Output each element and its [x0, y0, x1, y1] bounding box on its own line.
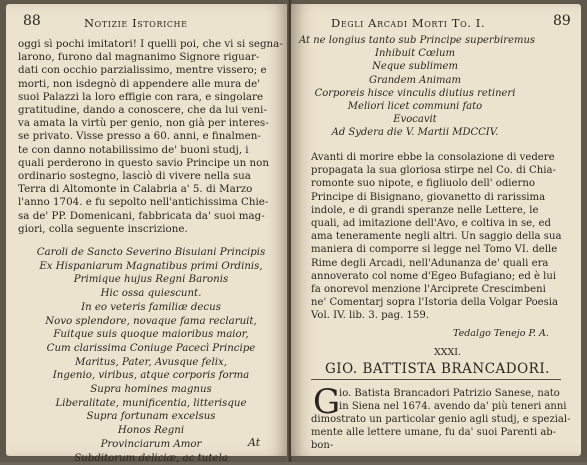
text-line: morti, non isdegnò di appendere alle mura de': [18, 77, 261, 90]
text-line: Vol. IV. lib. 3. pag. 159.: [311, 310, 430, 322]
epitaph-line: Ex Hispaniarum Magnatibus primi Ordinis,: [39, 260, 263, 272]
page-number: 89: [553, 13, 571, 29]
epitaph-line: Meliori licet communi fato: [347, 101, 483, 113]
epitaph: [299, 34, 536, 140]
epitaph-line: Provinciarum Amor: [100, 438, 202, 450]
epitaph-line: Fuitque suis quoque maioribus maior,: [53, 329, 249, 341]
epitaph-line: Grandem Animam: [369, 74, 461, 86]
epitaph-line: Supra homines magnus: [90, 384, 212, 396]
text-line: ne' Comentarj sopra l'Istoria della Volgar Poesia: [311, 297, 559, 309]
epitaph-line: Neque sublimem: [372, 61, 458, 73]
epitaph-line: Hic ossa quiescunt.: [100, 288, 202, 300]
text-line: Rime degli Arcadi, nell'Adunanza de' quali era: [311, 257, 549, 269]
epitaph-line: Liberalitate, munificentia, litterisque: [55, 397, 247, 409]
text-line: oggi sì pochi imitatori! I quelli poi, che vi si segna-: [18, 38, 283, 50]
running-head: Notizie Istoriche: [84, 16, 188, 30]
intro-text: [339, 387, 571, 413]
text-line: Principe di Bisignano, giovanetto di rarissima: [311, 191, 546, 203]
epitaph: [20, 246, 282, 465]
text-line: quali perderono in questo savio Principe un non: [18, 156, 269, 169]
text-line: bon-: [311, 440, 334, 452]
catchword: At: [248, 436, 261, 449]
text-line: sa de' PP. Domenicani, fabbricata da' suoi mag-: [18, 209, 265, 222]
epitaph-line: Corporeis hisce vinculis diutius retineri: [314, 87, 516, 99]
epitaph-line: Novo splendore, novaque fama reclaruit,: [45, 315, 257, 327]
epitaph-line: Ad Sydera die V. Martii MDCCIV.: [331, 127, 499, 139]
right-page: [291, 4, 581, 456]
epitaph-line: At ne longius tanto sub Principe superbiremus: [299, 35, 536, 46]
epitaph-line: Honos Regni: [117, 425, 185, 437]
text-line: romonte suo nipote, e figliuolo dell' odierno: [311, 178, 535, 190]
section-number: XXXI.: [434, 347, 462, 358]
text-line: annoverato col nome d'Egeo Bufagiano; ed è lui: [311, 270, 557, 282]
text-line: fa onorevol menzione l'Arciprete Crescimbeni: [311, 284, 546, 296]
text-line: io. Batista Brancadori Patrizio Sanese, nato: [339, 388, 560, 399]
epitaph-line: Primique hujus Regni Baronis: [73, 274, 229, 286]
text-line: mente alle lettere umane, fu da' suoi Parenti ab-: [311, 427, 557, 439]
body-text: [311, 151, 573, 323]
text-line: ordinario sostegno, lasciò di vivere nella sua: [18, 170, 251, 183]
page-number: 88: [23, 13, 41, 29]
epitaph-line: Ingenio, viribus, atque corporis forma: [52, 370, 250, 382]
text-line: ama teneramente negli altri. Un saggio della sua: [311, 231, 562, 243]
text-line: se privato. Visse presso a 60. anni, e finalmen-: [18, 130, 261, 143]
text-line: Terra di Altomonte in Calabria a' 5. di Marzo: [18, 183, 253, 196]
text-line: in Siena nel 1674. avendo da' più teneri anni: [339, 401, 567, 413]
text-line: te con danno notabilissimo de' buoni studj, i: [18, 143, 249, 156]
text-line: quali, ad imitazione dell'Avo, e coltiva in se, ed: [311, 218, 551, 230]
text-line: va amata la virtù per genio, non già per interes-: [18, 117, 269, 130]
epitaph-line: Cum clarissima Coniuge Pacecì Principe: [46, 342, 256, 354]
text-line: Avanti di morire ebbe la consolazione di vedere: [311, 152, 555, 163]
epitaph-line: Evocavit: [393, 114, 437, 126]
body-text: [18, 38, 283, 236]
epitaph-line: Subditorum deliciæ, ac tutela: [74, 452, 228, 464]
text-line: giori, colla seguente inscrizione.: [18, 222, 188, 235]
epitaph-line: In eo veteris familiæ decus: [81, 301, 221, 313]
running-head: Degli Arcadi Morti To. I.: [331, 16, 486, 30]
text-line: propagata la sua gloriosa stirpe nel Co. di Chia-: [311, 165, 556, 177]
text-line: maniera di comporre si legge nel Tomo VI. delle: [311, 244, 558, 256]
epitaph-line: Supra fortunam excelsus: [86, 411, 216, 423]
text-line: dimostrato un particolar genio agli studj, e spezial-: [311, 414, 571, 425]
text-line: dati con occhio parzialissimo, mentre vissero; e: [18, 64, 267, 77]
epitaph-line: Maritus, Pater, Avusque felix,: [75, 356, 227, 368]
intro-text-cont: [311, 413, 573, 453]
text-line: l'anno 1704. e fu sepolto nell'antichissima Chie-: [18, 196, 269, 209]
signature: Tedalgo Tenejo P. A.: [453, 328, 549, 339]
epitaph-line: Caroli de Sancto Severino Bisuiani Principis: [36, 247, 266, 258]
epitaph-line: Inhibuit Cœlum: [375, 48, 455, 60]
drop-cap: G: [313, 382, 341, 422]
text-line: larono, furono dal magnanimo Signore riguar-: [18, 51, 260, 64]
text-line: indole, e di grandi speranze nelle Lettere, le: [311, 204, 539, 216]
text-line: gratitudine, dando a conoscere, che da lui veni-: [18, 104, 267, 117]
divider: [311, 379, 561, 380]
left-page: [6, 4, 289, 464]
text-line: suoi Palazzi la loro effigie con rara, e singolare: [18, 90, 264, 103]
section-title: GIO. BATTISTA BRANCADORI.: [325, 361, 550, 377]
